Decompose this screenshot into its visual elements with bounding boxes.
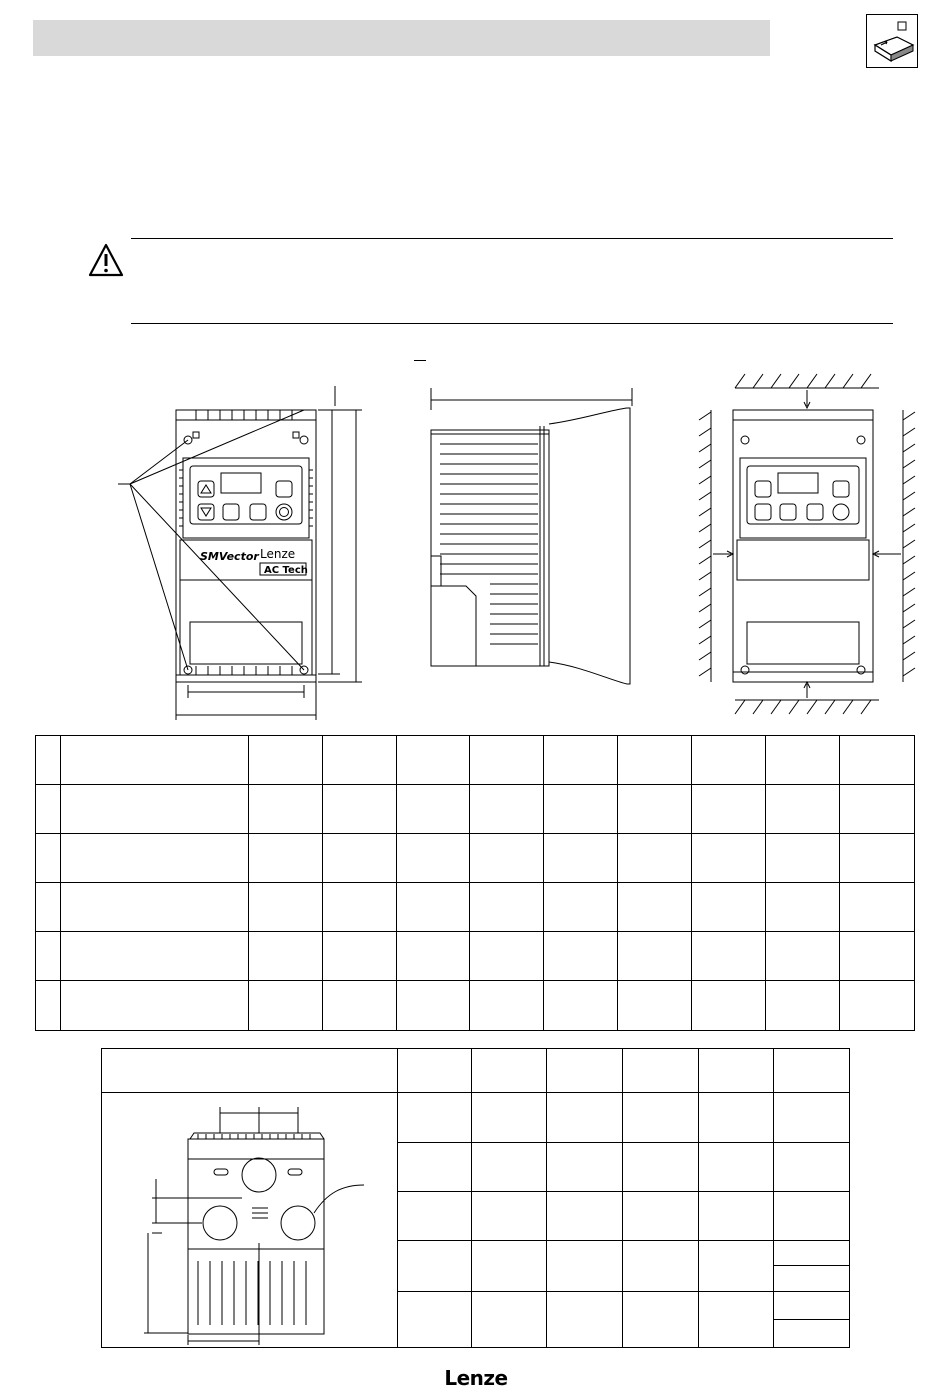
table-row <box>36 981 915 1031</box>
panel-sub-brand: AC Tech <box>264 565 308 576</box>
installation-icon <box>866 14 918 68</box>
footer-brand-logo: Lenze <box>444 1366 508 1390</box>
bottom-view-drawing <box>102 1093 398 1349</box>
table-row <box>102 1093 850 1142</box>
conduit-table <box>101 1048 850 1348</box>
table-row <box>36 736 915 785</box>
panel-series-text: SMVector <box>200 550 259 563</box>
section-header-bar <box>33 20 770 56</box>
warning-icon <box>88 243 124 277</box>
dimension-table <box>35 735 915 1031</box>
warning-bottom-rule <box>131 323 893 324</box>
warning-top-rule <box>131 238 893 239</box>
table-row <box>36 932 915 981</box>
table-row <box>102 1049 850 1093</box>
front-view-drawing <box>100 380 380 725</box>
bottom-view-drawing-cell <box>102 1093 398 1348</box>
table-row <box>36 883 915 932</box>
figure-reference-mark <box>414 360 426 361</box>
side-view-drawing <box>420 380 640 680</box>
panel-logo-text: Lenze <box>260 547 296 561</box>
mounting-clearance-drawing <box>695 370 920 720</box>
table-row <box>36 785 915 834</box>
table-row <box>36 834 915 883</box>
